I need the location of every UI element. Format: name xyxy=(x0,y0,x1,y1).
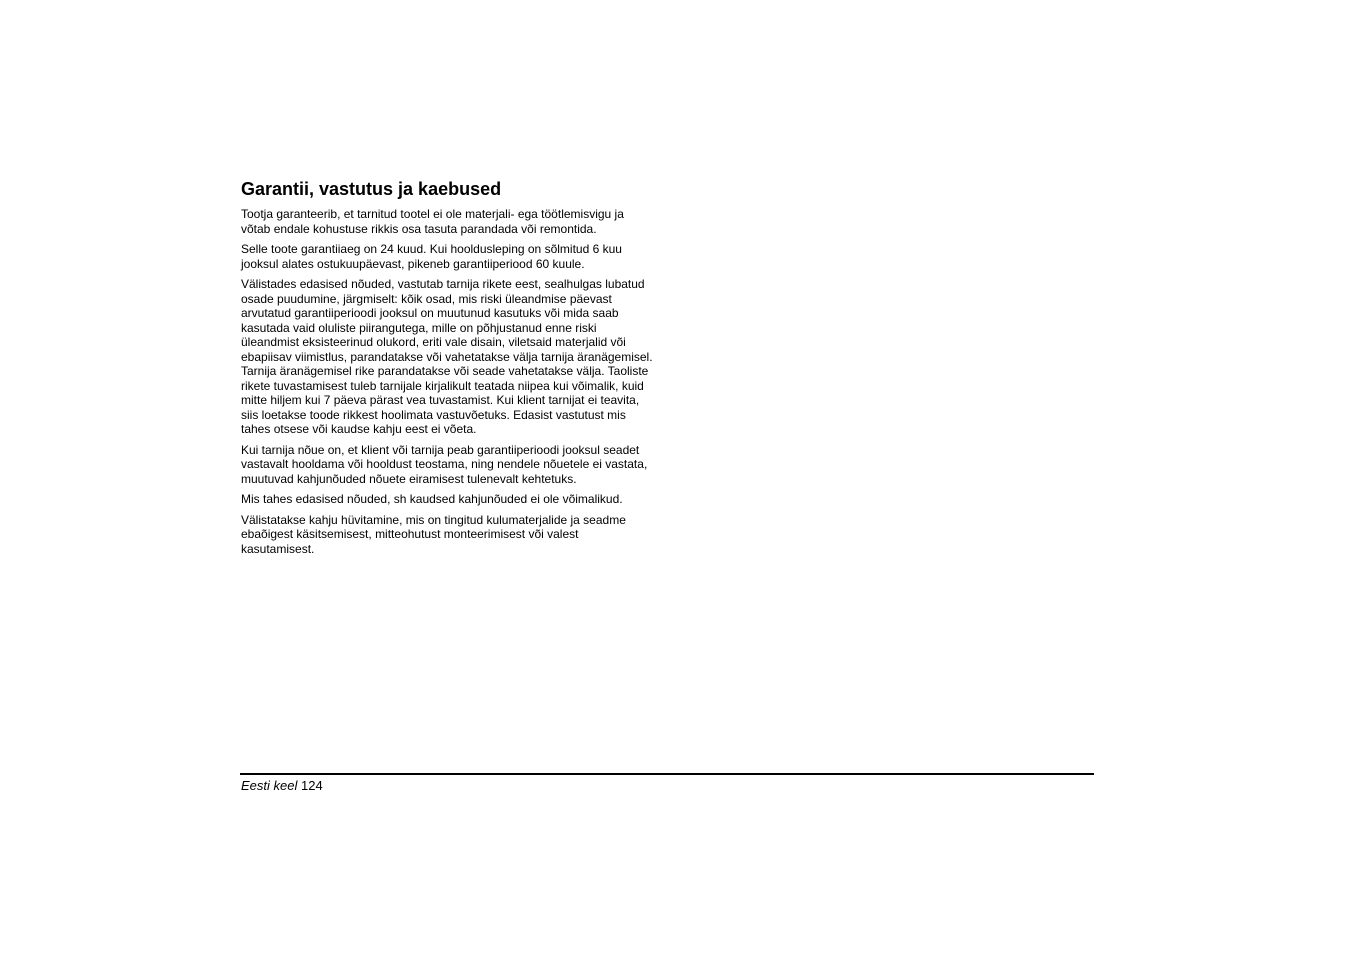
page-footer xyxy=(241,778,323,794)
footer-language: Eesti keel xyxy=(241,778,298,793)
paragraph-warranty-period: Selle toote garantiiaeg on 24 kuud. Kui hooldusleping on sõlmitud 6 kuu jooksul alates ostukuupäevast, pikeneb garantiiperiood 60 kuule. xyxy=(241,242,622,271)
paragraph-liability: Välistades edasised nõuded, vastutab tarnija rikete eest, sealhulgas lubatud osade puudumine, järgmiselt: kõik osad, mis riski üleandmise päevast arvutatud garantiiperioodi jooksul on muutunud kasutuks või mida saab kasutada vaid oluliste piirangutega, mille on põhjustanud enne riski üleandmist eksisteerinud olukord, eriti vale disain, viletsaid materjalid või ebapiisav viimistlus, parandatakse või vahetatakse välja tarnija äranägemisel. Tarnija äranägemisel rike parandatakse või seade vahetatakse välja. Taoliste rikete tuvastamisest tuleb tarnijale kirjalikult teatada niipea kui võimalik, kuid mitte hiljem kui 7 päeva pärast vea tuvastamist. Kui klient tarnijat ei teavita, siis loetakse toode rikkest hoolimata vastuvõetuks. Edasist vastutust mis tahes otsese või kaudse kahju eest ei võeta. xyxy=(241,277,653,436)
footer-page-number: 124 xyxy=(301,778,323,793)
footer-divider xyxy=(240,773,1094,775)
paragraph-maintenance: Kui tarnija nõue on, et klient või tarnija peab garantiiperioodi jooksul seadet vastavalt hooldama või hooldust teostama, ning nendele nõuetele ei vastata, muutuvad kahjunõuded nõuete eiramisest tulenevalt kehtetuks. xyxy=(241,442,648,486)
paragraph-exclusions: Välistatakse kahju hüvitamine, mis on tingitud kulumaterjalide ja seadme ebaõigest käsitsemisest, mitteohutust monteerimisest või valest kasutamisest. xyxy=(241,512,626,556)
page-title: Garantii, vastutus ja kaebused xyxy=(241,179,502,199)
paragraph-warranty-intro: Tootja garanteerib, et tarnitud tootel ei ole materjali- ega töötlemisvigu ja võtab endale kohustuse rikkis osa tasuta parandada või remontida. xyxy=(241,207,624,236)
paragraph-further-claims: Mis tahes edasised nõuded, sh kaudsed kahjunõuded ei ole võimalikud. xyxy=(241,492,623,506)
main-content xyxy=(241,178,653,562)
